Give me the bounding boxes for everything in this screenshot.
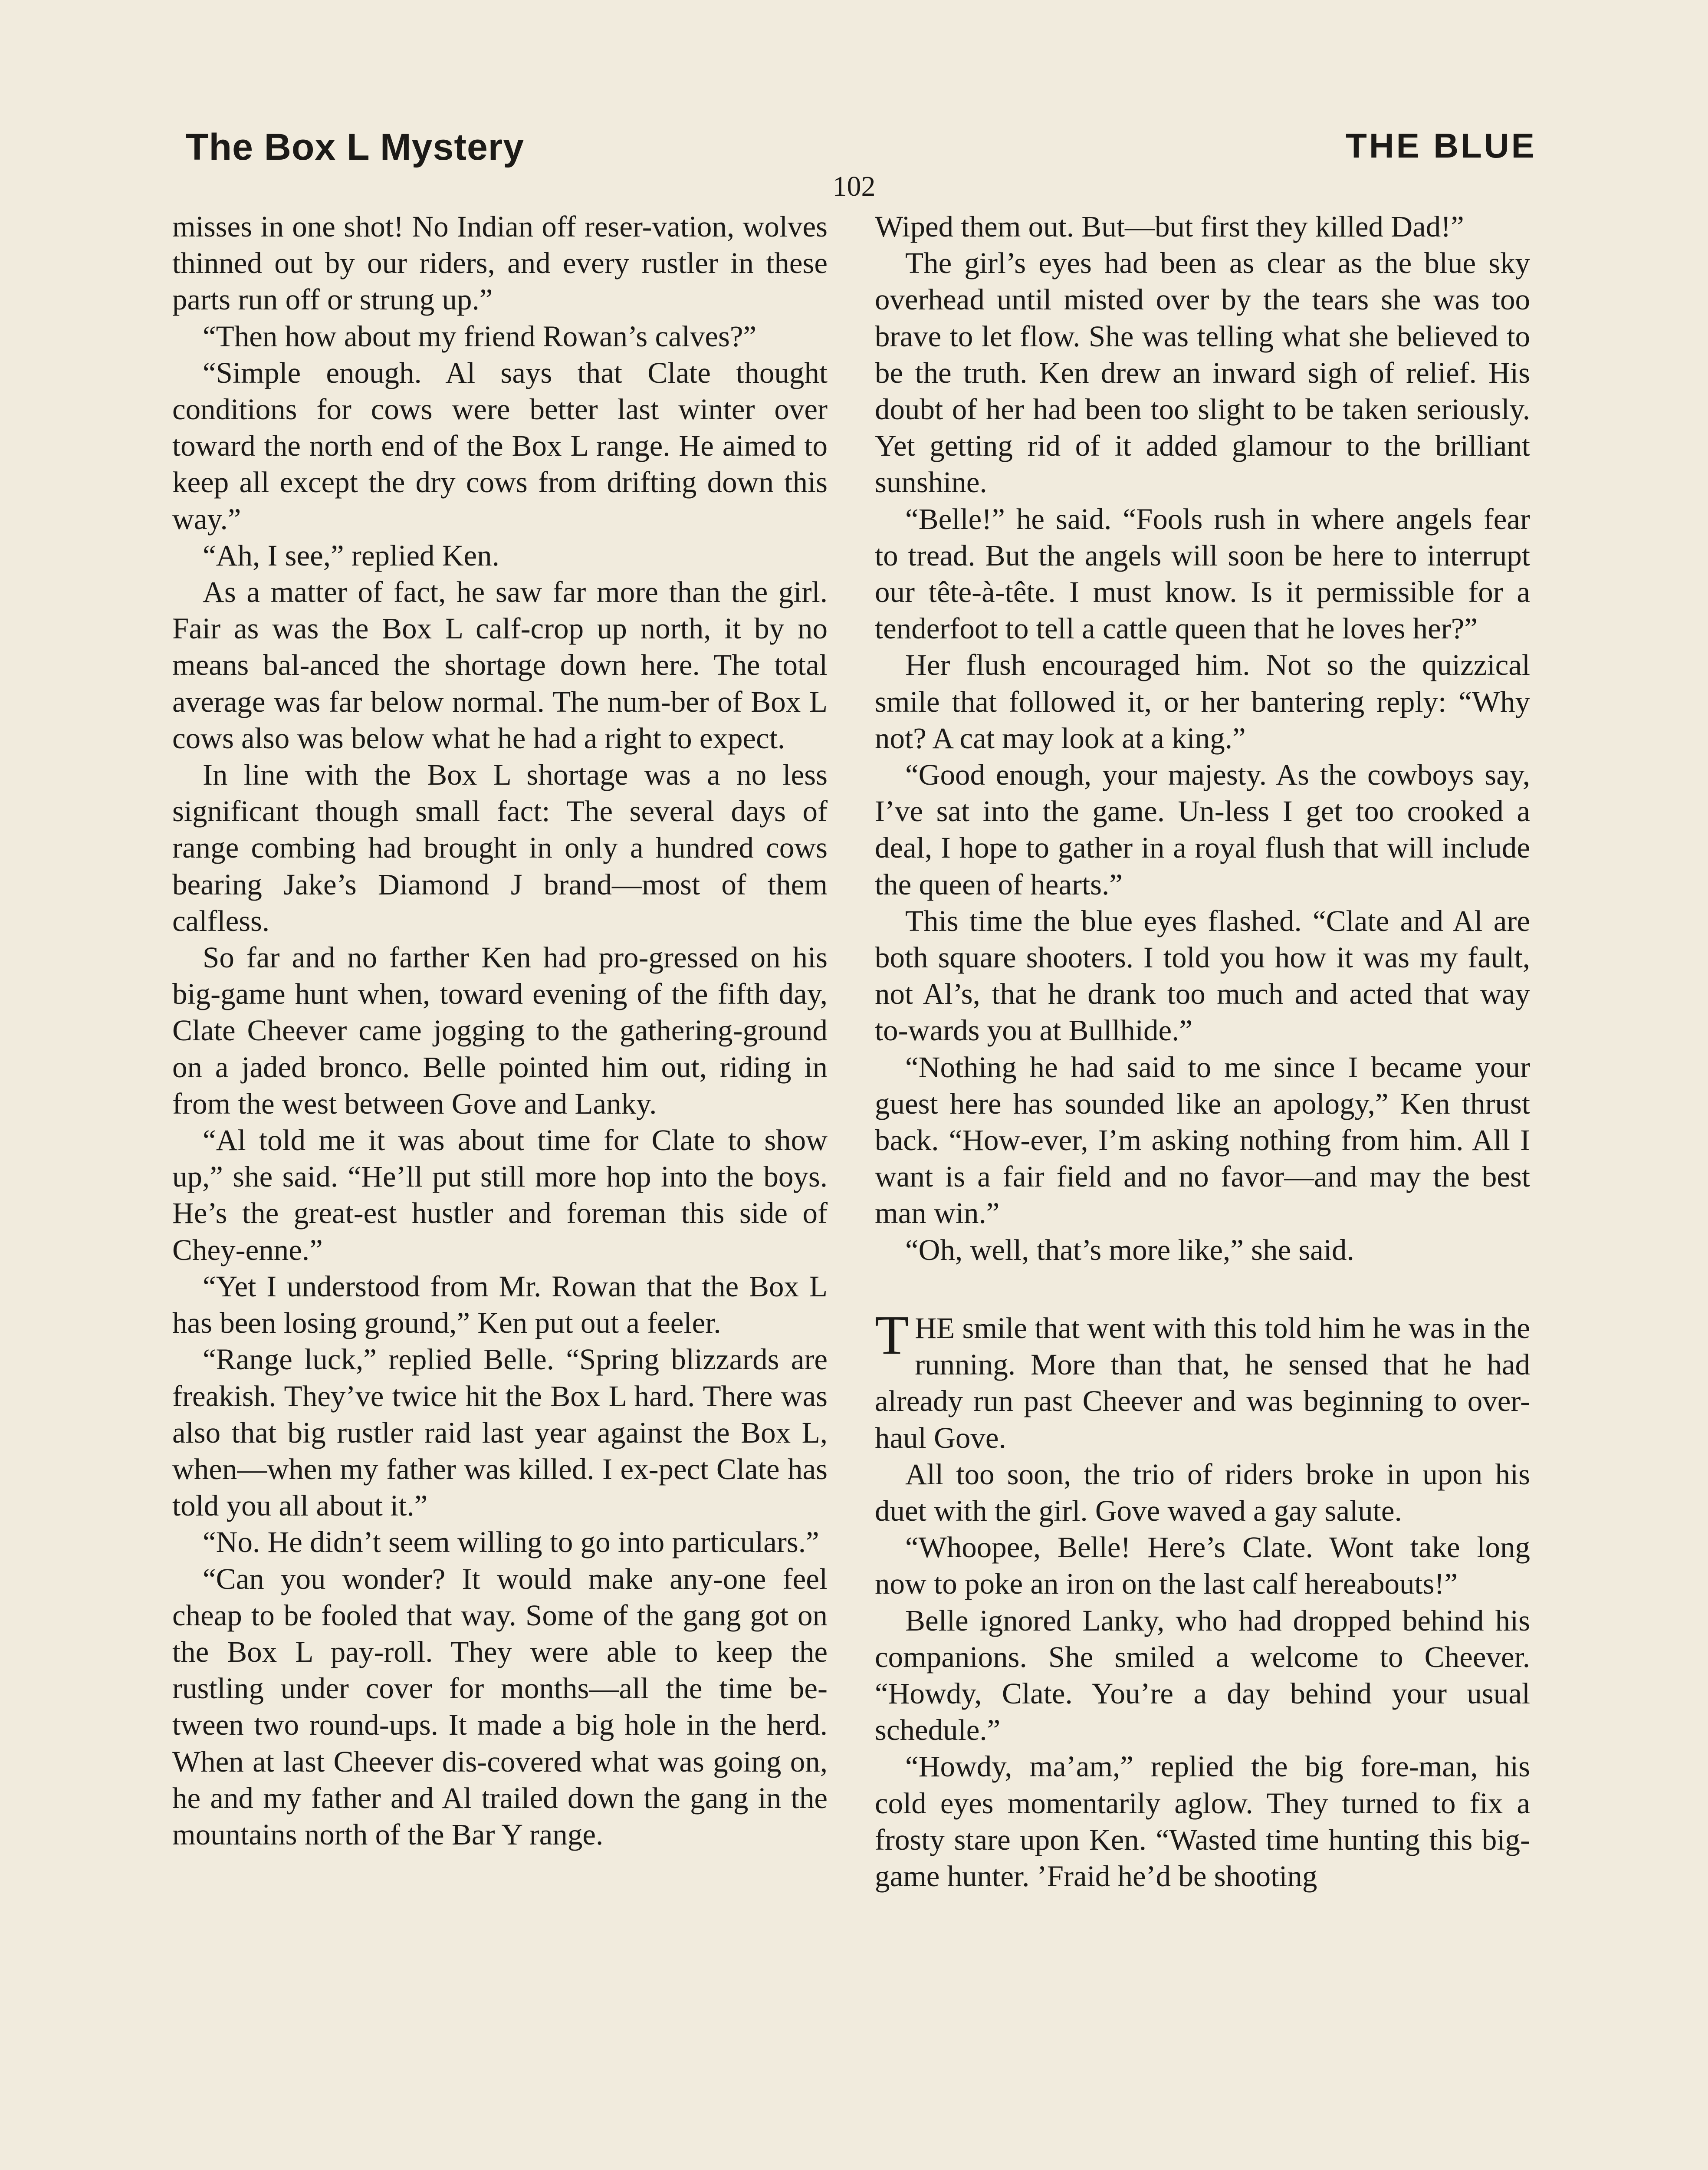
paragraph: “Good enough, your majesty. As the cowboys say, I’ve sat into the game. Un-less I get too crooked a deal, I hope to gather in a royal flush that will include the queen of hearts.”	[875, 758, 1530, 901]
paragraph: “Whoopee, Belle! Here’s Clate. Wont take long now to poke an iron on the last calf hereabouts!”	[875, 1531, 1530, 1601]
paragraph: misses in one shot! No Indian off reser-vation, wolves thinned out by our riders, and every rustler in these parts run off or strung up.”	[172, 210, 828, 316]
paragraph: “Can you wonder? It would make any-one feel cheap to be fooled that way. Some of the gang got on the Box L pay-roll. They were able to keep the rustling under cover for months—all the time be-tween two round-ups. It made a big hole in the herd. When at last Cheever dis-covered what was going on, he and my father and Al trailed down the gang in the mountains north of the Bar Y range.	[172, 1562, 828, 1851]
paragraph: “Then how about my friend Rowan’s calves?”	[203, 319, 757, 353]
paragraph: As a matter of fact, he saw far more than the girl. Fair as was the Box L calf-crop up north, it by no means bal-anced the shortage down here. The total average was far below normal. The num-ber of Box L cows also was below what he had a right to expect.	[172, 575, 828, 755]
paragraph: Her flush encouraged him. Not so the quizzical smile that followed it, or her bantering reply: “Why not? A cat may look at a king.”	[875, 648, 1530, 755]
paragraph: Wiped them out. But—but first they killed Dad!”	[875, 210, 1464, 243]
drop-cap: T	[875, 1304, 909, 1366]
paragraph: “Belle!” he said. “Fools rush in where angels fear to tread. But the angels will soon be here to interrupt our tête-à-tête. I must know. Is it permissible for a tenderfoot to tell a cattle queen that he loves her?”	[875, 502, 1530, 645]
paragraph: In line with the Box L shortage was a no less significant though small fact: The several days of range combing had brought in only a hundred cows bearing Jake’s Diamond J brand—most of them calfless.	[172, 758, 828, 937]
paragraph: The girl’s eyes had been as clear as the blue sky overhead until misted over by the tears she was too brave to let flow. She was telling what she believed to be the truth. Ken drew an inward sigh of relief. His doubt of her had been too slight to be taken seriously. Yet getting rid of it added glamour to the brilliant sunshine.	[875, 247, 1530, 499]
page-number: 102	[832, 171, 876, 202]
paragraph: This time the blue eyes flashed. “Clate and Al are both square shooters. I told you how it was my fault, not Al’s, that he drank too much and acted that way to-wards you at Bullhide.”	[875, 904, 1530, 1047]
paragraph: Belle ignored Lanky, who had dropped behind his companions. She smiled a welcome to Cheever. “Howdy, Clate. You’re a day behind your usual schedule.”	[875, 1604, 1530, 1747]
paragraph: “Range luck,” replied Belle. “Spring blizzards are freakish. They’ve twice hit the Box L hard. There was also that big rustler raid last year against the Box L, when—when my father was killed. I ex-pect Clate has told you all about it.”	[172, 1343, 828, 1522]
story-title: The Box L Mystery	[186, 126, 525, 168]
left-column	[172, 208, 828, 1853]
paragraph: “Yet I understood from Mr. Rowan that the Box L has been losing ground,” Ken put out a feeler.	[172, 1269, 828, 1340]
right-column	[875, 208, 1530, 1894]
paragraph: “Oh, well, that’s more like,” she said.	[905, 1233, 1354, 1266]
paragraph: All too soon, the trio of riders broke in upon his duet with the girl. Gove waved a gay salute.	[875, 1457, 1530, 1527]
paragraph: So far and no farther Ken had pro-gressed on his big-game hunt when, toward evening of the fifth day, Clate Cheever came jogging to the gathering-ground on a jaded bronco. Belle pointed him out, riding in from the west between Gove and Lanky.	[172, 941, 828, 1120]
section-opening-text: HE smile that went with this told him he was in the running. More than that, he sensed that he had already run past Cheever and was beginning to over-haul Gove.	[875, 1311, 1530, 1454]
paragraph: “Al told me it was about time for Clate to show up,” she said. “He’ll put still more hop into the boys. He’s the great-est hustler and foreman this side of Chey-enne.”	[172, 1124, 828, 1266]
section-opening-paragraph	[875, 1304, 1530, 1456]
paragraph: “Simple enough. Al says that Clate thought conditions for cows were better last winter over toward the north end of the Box L range. He aimed to keep all except the dry cows from drifting down this way.”	[172, 356, 828, 536]
paragraph: “No. He didn’t seem willing to go into particulars.”	[203, 1526, 819, 1559]
paragraph: “Ah, I see,” replied Ken.	[203, 539, 499, 572]
magazine-title: THE BLUE	[1346, 126, 1537, 165]
paragraph: “Howdy, ma’am,” replied the big fore-man, his cold eyes momentarily aglow. They turned to fix a frosty stare upon Ken. “Wasted time hunting this big-game hunter. ’Fraid he’d be shooting	[875, 1750, 1530, 1893]
paragraph: “Nothing he had said to me since I became your guest here has sounded like an apology,” Ken thrust back. “How-ever, I’m asking nothing from him. All I want is a fair field and no favor—and may the best man win.”	[875, 1050, 1530, 1230]
